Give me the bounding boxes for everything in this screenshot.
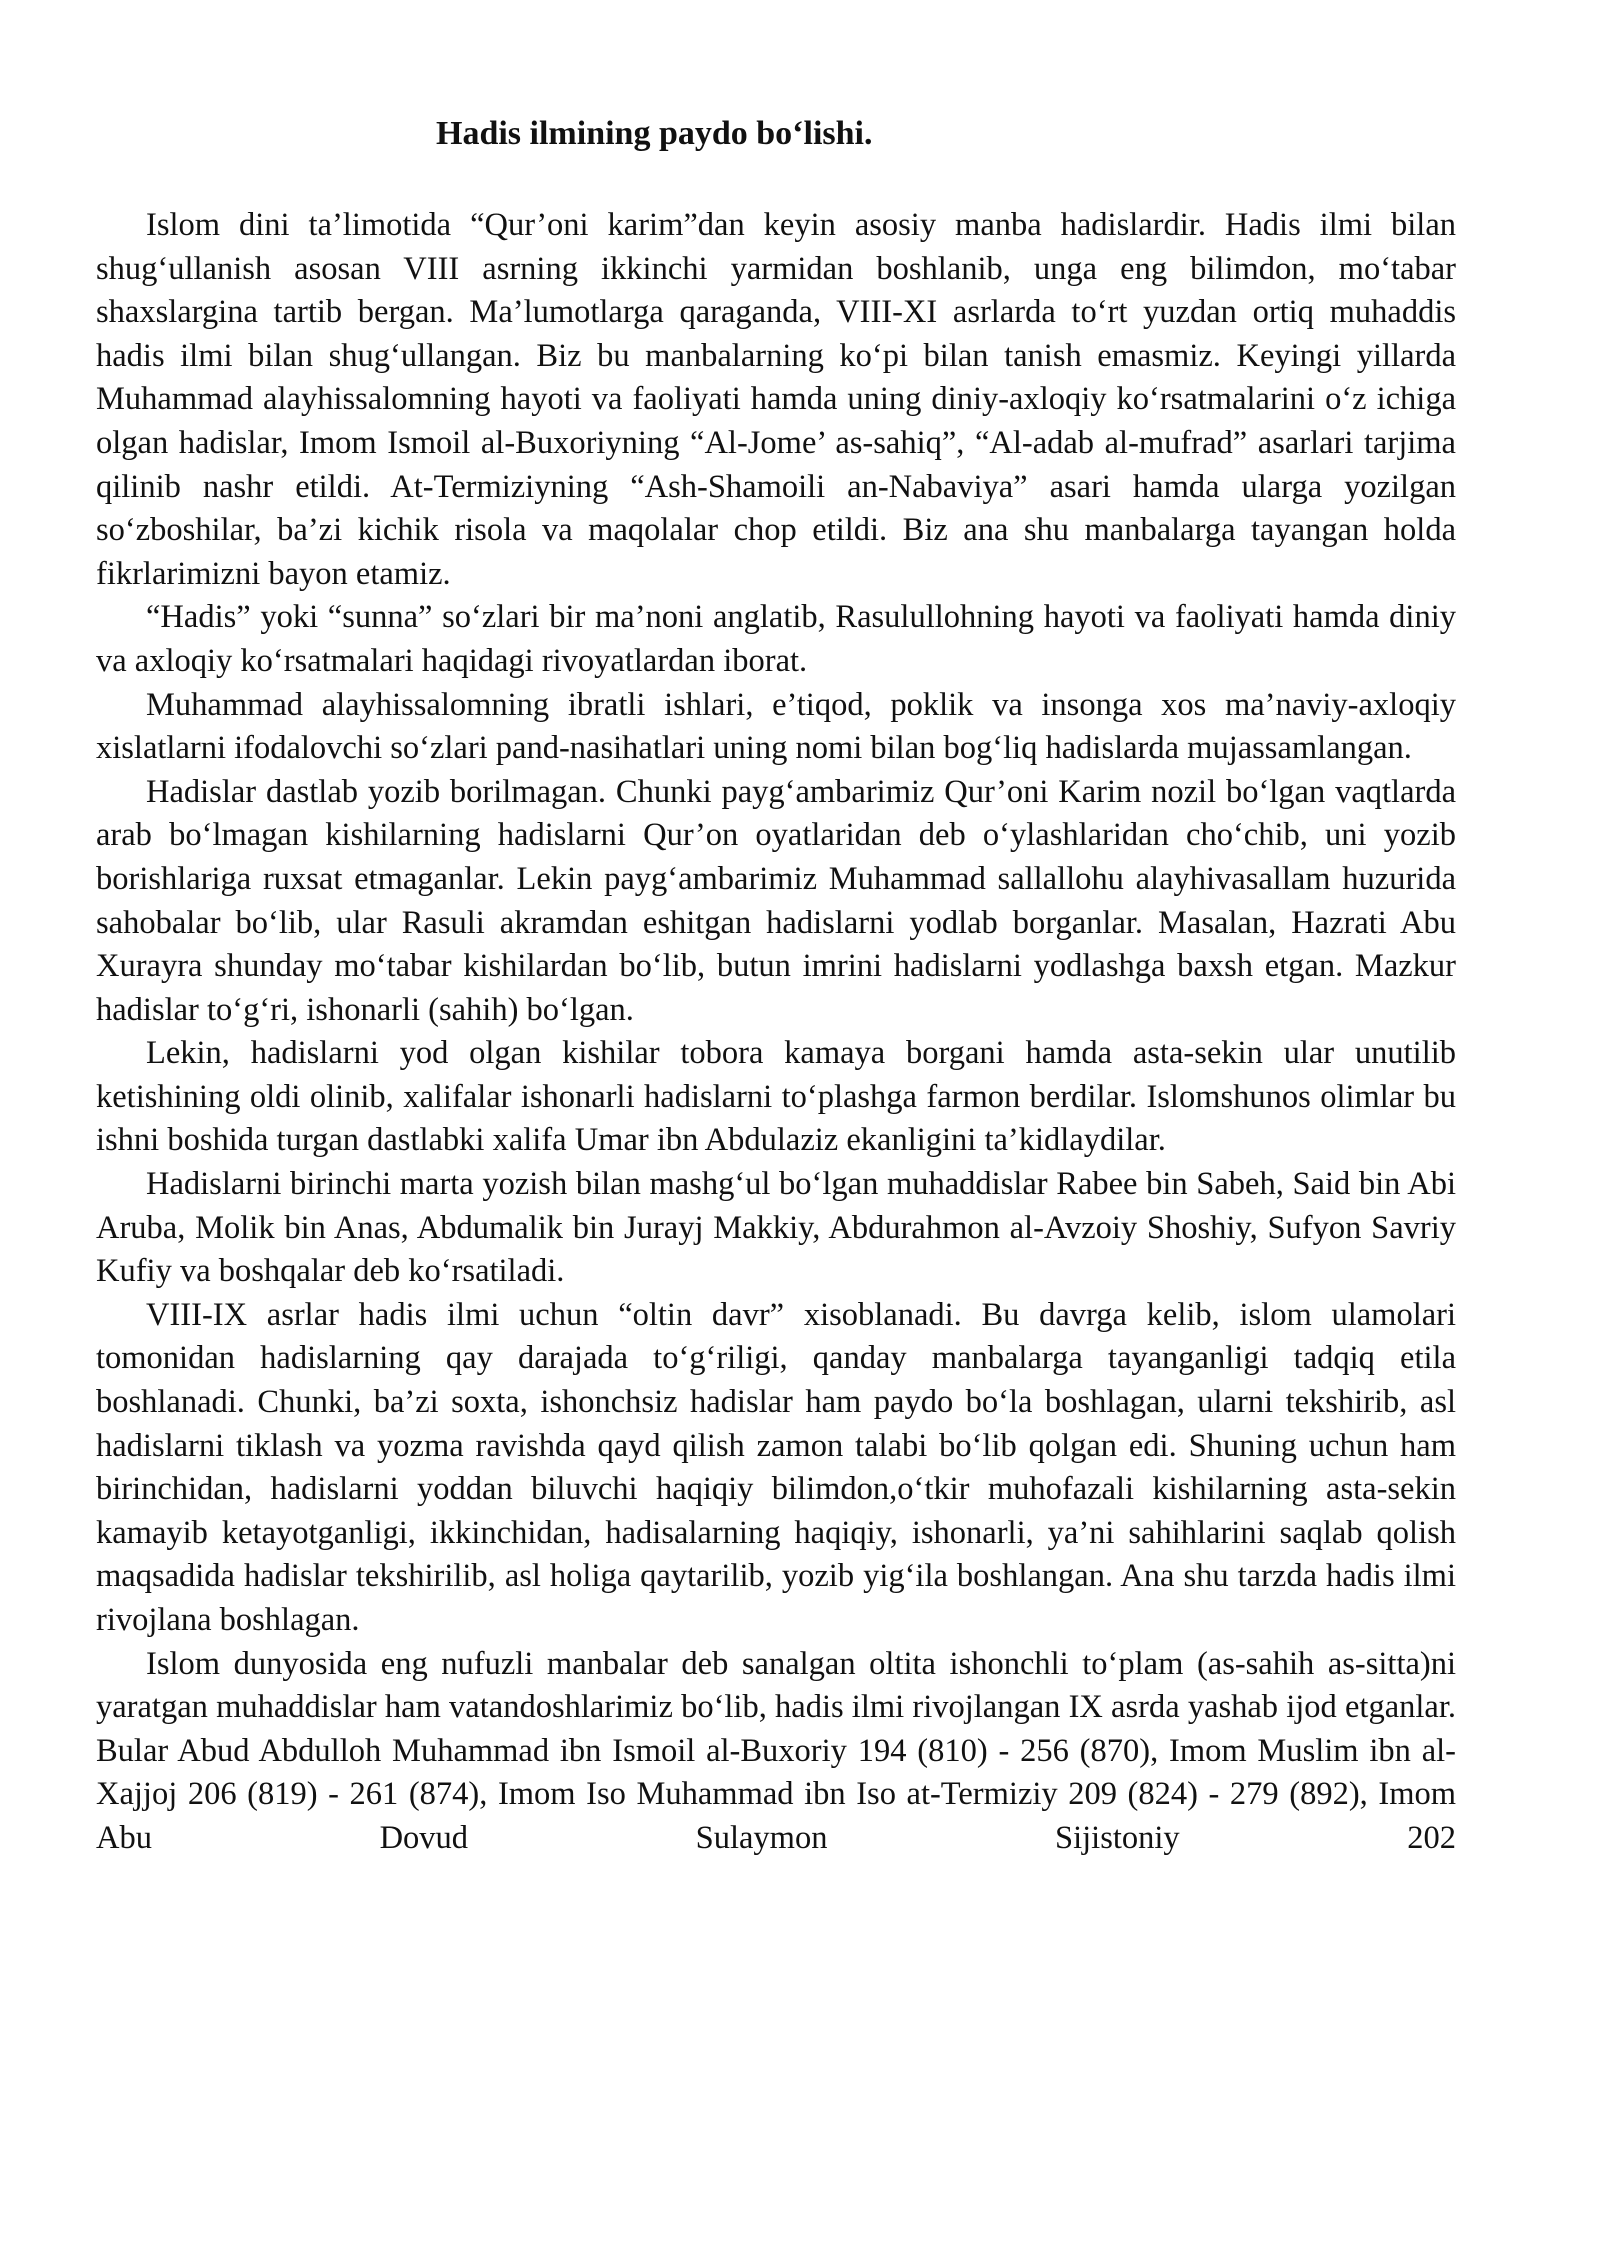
document-title: Hadis ilmining paydo bo‘lishi. — [436, 115, 873, 152]
paragraph-3: Muhammad alayhissalomning ibratli ishlari, e’tiqod, poklik va insonga xos ma’naviy-axloqiy xislatlarni ifodalovchi so‘zlari pand-nasihatlari uning nomi bilan bog‘liq hadislarda mujassamlangan. — [96, 686, 1456, 767]
paragraph-1: Islom dini ta’limotida “Qur’oni karim”dan keyin asosiy manba hadislardir. Hadis ilmi bilan shug‘ullanish asosan VIII asrning ikkinchi yarmidan boshlanib, unga eng bilimdon, mo‘tabar shaxslargina tartib bergan. Ma’lumotlarga qaraganda, VIII-XI asrlarda to‘rt yuzdan ortiq muhaddis hadis ilmi bilan shug‘ullangan. Biz bu manbalarning ko‘pi bilan tanish emasmiz. Keyingi yillarda Muhammad alayhissalomning hayoti va faoliyati hamda uning diniy-axloqiy ko‘rsatmalarini o‘z ichiga olgan hadislar, Imom Ismoil al-Buxoriyning “Al-Jome’ as-sahiq”, “Al-adab al-mufrad” asarlari tarjima qilinib nashr etildi. At-Termiziyning “Ash-Shamoili an-Nabaviya” asari hamda ularga yozilgan so‘zboshilar, ba’zi kichik risola va maqolalar chop etildi. Biz ana shu manbalarga tayangan holda fikrlarimizni bayon etamiz. — [96, 207, 1456, 592]
document-body — [96, 204, 1456, 1861]
paragraph-6: Hadislarni birinchi marta yozish bilan mashg‘ul bo‘lgan muhaddislar Rabee bin Sabeh, Said bin Abi Aruba, Molik bin Anas, Abdumalik bin Jurayj Makkiy, Abdurahmon al-Avzoiy Shoshiy, Sufyon Savriy Kufiy va boshqalar deb ko‘rsatiladi. — [96, 1166, 1456, 1290]
paragraph-4: Hadislar dastlab yozib borilmagan. Chunki payg‘ambarimiz Qur’oni Karim nozil bo‘lgan vaqtlarda arab bo‘lmagan kishilarning hadislarni Qur’on oyatlaridan deb o‘ylashlaridan cho‘chib, uni yozib borishlariga ruxsat etmaganlar. Lekin payg‘ambarimiz Muhammad sallallohu alayhivasallam huzurida sahobalar bo‘lib, ular Rasuli akramdan eshitgan hadislarni yodlab borganlar. Masalan, Hazrati Abu Xurayra shunday mo‘tabar kishilardan bo‘lib, butun imrini hadislarni yodlashga baxsh etgan. Mazkur hadislar to‘g‘ri, ishonarli (sahih) bo‘lgan. — [96, 773, 1456, 1028]
paragraph-8: Islom dunyosida eng nufuzli manbalar deb sanalgan oltita ishonchli to‘plam (as-sahih as-sitta)ni yaratgan muhaddislar ham vatandoshlarimiz bo‘lib, hadis ilmi rivojlangan IX asrda yashab ijod etganlar. Bular Abud Abdulloh Muhammad ibn Ismoil al-Buxoriy 194 (810) - 256 (870), Imom Muslim ibn al-Xajjoj 206 (819) - 261 (874), Imom Iso Muhammad ibn Iso at-Termiziy 209 (824) - 279 (892), Imom Abu Dovud Sulaymon Sijistoniy 202 — [96, 1645, 1456, 1856]
paragraph-7: VIII-IX asrlar hadis ilmi uchun “oltin davr” xisoblanadi. Bu davrga kelib, islom ulamolari tomonidan hadislarning qay darajada to‘g‘riligi, qanday manbalarga tayanganligi tadqiq etila boshlanadi. Chunki, ba’zi soxta, ishonchsiz hadislar ham paydo bo‘la boshlagan, ularni tekshirib, asl hadislarni tiklash va yozma ravishda qayd qilish zamon talabi bo‘lib qolgan edi. Shuning uchun ham birinchidan, hadislarni yoddan biluvchi haqiqiy bilimdon,o‘tkir muhofazali kishilarning asta-sekin kamayib ketayotganligi, ikkinchidan, hadisalarning haqiqiy, ishonarli, ya’ni sahihlarini saqlab qolish maqsadida hadislar tekshirilib, asl holiga qaytarilib, yozib yig‘ila boshlangan. Ana shu tarzda hadis ilmi rivojlana boshlagan. — [96, 1296, 1456, 1638]
paragraph-5: Lekin, hadislarni yod olgan kishilar tobora kamaya borgani hamda asta-sekin ular unutilib ketishining oldi olinib, xalifalar ishonarli hadislarni to‘plashga farmon berdilar. Islomshunos olimlar bu ishni boshida turgan dastlabki xalifa Umar ibn Abdulaziz ekanligini ta’kidlaydilar. — [96, 1035, 1456, 1159]
paragraph-2: “Hadis” yoki “sunna” so‘zlari bir ma’noni anglatib, Rasulullohning hayoti va faoliyati hamda diniy va axloqiy ko‘rsatmalari haqidagi rivoyatlardan iborat. — [96, 599, 1456, 679]
